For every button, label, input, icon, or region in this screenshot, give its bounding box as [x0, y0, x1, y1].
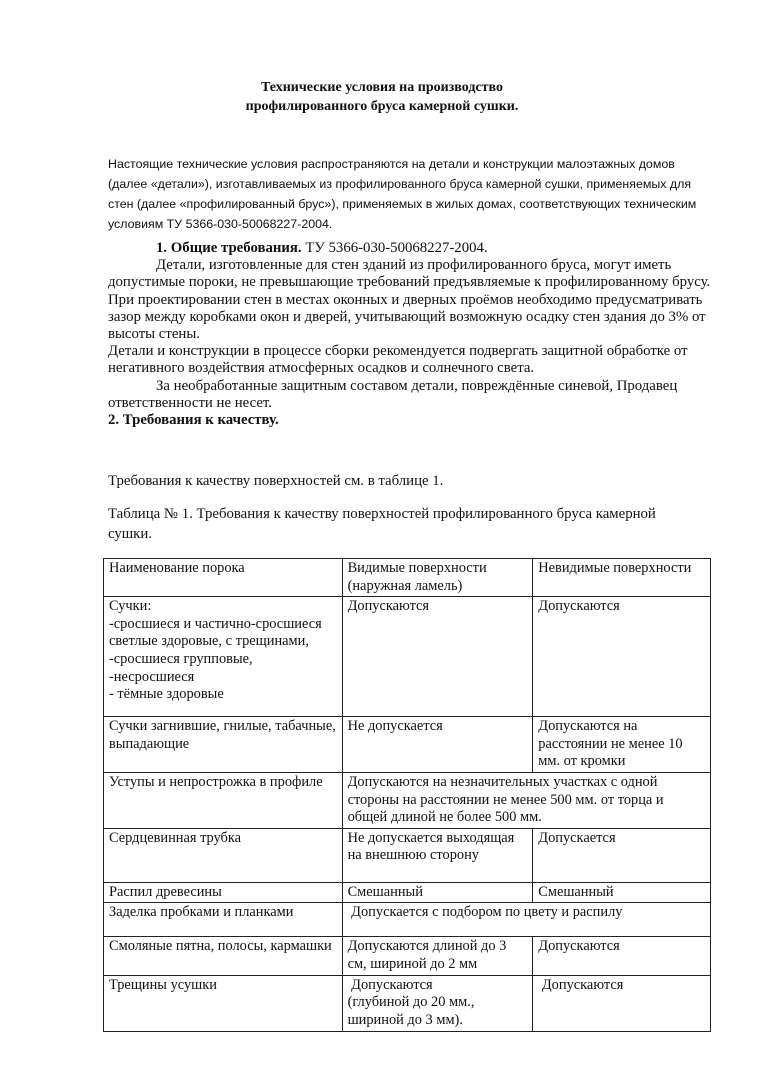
visible-cell: Допускаются (глубиной до 20 мм., шириной до 3 мм). — [342, 975, 533, 1031]
table-row — [104, 717, 711, 773]
visible-cell: Допускаются — [342, 597, 533, 717]
merged-cell: Допускается с подбором по цвету и распилу — [342, 903, 710, 937]
section-1-ref: ТУ 5366-030-50068227-2004. — [301, 240, 488, 256]
defect-name-cell: Сучки загнившие, гнилые, табачные, выпадающие — [104, 717, 343, 773]
table-header-row — [104, 559, 711, 597]
defect-name-cell: Смоляные пятна, полосы, кармашки — [104, 937, 343, 975]
invisible-cell: Допускаются — [533, 975, 711, 1031]
table-row — [104, 937, 711, 975]
invisible-cell: Допускается — [533, 828, 711, 882]
table-row — [104, 597, 711, 717]
requirements-reference: Требования к качеству поверхностей см. в таблице 1. — [108, 473, 444, 489]
table-row — [104, 772, 711, 828]
section-1-heading-line — [108, 240, 714, 257]
header-defect-name: Наименование порока — [104, 559, 343, 597]
defect-name-cell: Сучки: -сросшиеся и частично-сросшиеся светлые здоровые, с трещинами, -сросшиеся групповые, -несросшиеся - тёмные здоровые — [104, 597, 343, 717]
title-line-2: профилированного бруса камерной сушки. — [245, 99, 519, 114]
quality-table — [103, 558, 711, 1032]
paragraph-gap: При проектировании стен в местах оконных и дверных проёмов необходимо предусматривать зазор между коробками окон и дверей, учитывающий возможную осадку стен здания до 3% от высоты стены. — [108, 291, 706, 343]
invisible-cell: Допускаются — [533, 937, 711, 975]
paragraph-protection: Детали и конструкции в процессе сборки рекомендуется подвергать защитной обработке от негативного воздействия атмосферных осадков и солнечного света. — [108, 343, 688, 377]
invisible-cell: Смешанный — [533, 882, 711, 903]
header-invisible-surfaces: Невидимые поверхности — [533, 559, 711, 597]
defect-name-cell: Уступы и непрострожка в профиле — [104, 772, 343, 828]
table-caption: Таблица № 1. Требования к качеству поверхностей профилированного бруса камерной сушки. — [108, 506, 656, 542]
visible-cell: Допускаются длиной до 3 см, шириной до 2 мм — [342, 937, 533, 975]
intro-paragraph: Настоящие технические условия распространяются на детали и конструкции малоэтажных домов (далее «детали»), изготавливаемых из профилированного бруса камерной сушки, применяемых для стен (далее «профилированный брус»), применяемых в жилых домах, соответствующих техническим условиям ТУ 5366-030-50068227-2004. — [108, 157, 697, 231]
paragraph-liability: За необработанные защитным составом детали, повреждённые синевой, Продавец ответственности не несет. — [108, 377, 678, 411]
section-1 — [108, 240, 714, 429]
merged-cell: Допускаются на незначительных участках с одной стороны на расстоянии не менее 500 мм. от торца и общей длиной не более 500 мм. — [342, 772, 710, 828]
table-row — [104, 882, 711, 903]
table-row — [104, 828, 711, 882]
visible-cell: Не допускается выходящая на внешнюю сторону — [342, 828, 533, 882]
visible-cell: Смешанный — [342, 882, 533, 903]
visible-cell: Не допускается — [342, 717, 533, 773]
section-1-heading: 1. Общие требования. — [156, 240, 302, 256]
document-title — [0, 78, 764, 116]
header-visible-surfaces: Видимые поверхности (наружная ламель) — [342, 559, 533, 597]
invisible-cell: Допускаются на расстоянии не менее 10 мм. от кромки — [533, 717, 711, 773]
defect-name-cell: Заделка пробками и планками — [104, 903, 343, 937]
table-row — [104, 975, 711, 1031]
defect-name-cell: Сердцевинная трубка — [104, 828, 343, 882]
invisible-cell: Допускаются — [533, 597, 711, 717]
defect-name-cell: Трещины усушки — [104, 975, 343, 1031]
table-row — [104, 903, 711, 937]
title-line-1: Технические условия на производство — [260, 80, 503, 95]
section-2-heading: 2. Требования к качеству. — [108, 412, 279, 429]
paragraph-defects: Детали, изготовленные для стен зданий из профилированного бруса, могут иметь допустимые пороки, не превышающие требований предъявляемые к профилированному брусу. — [108, 257, 711, 291]
defect-name-cell: Распил древесины — [104, 882, 343, 903]
